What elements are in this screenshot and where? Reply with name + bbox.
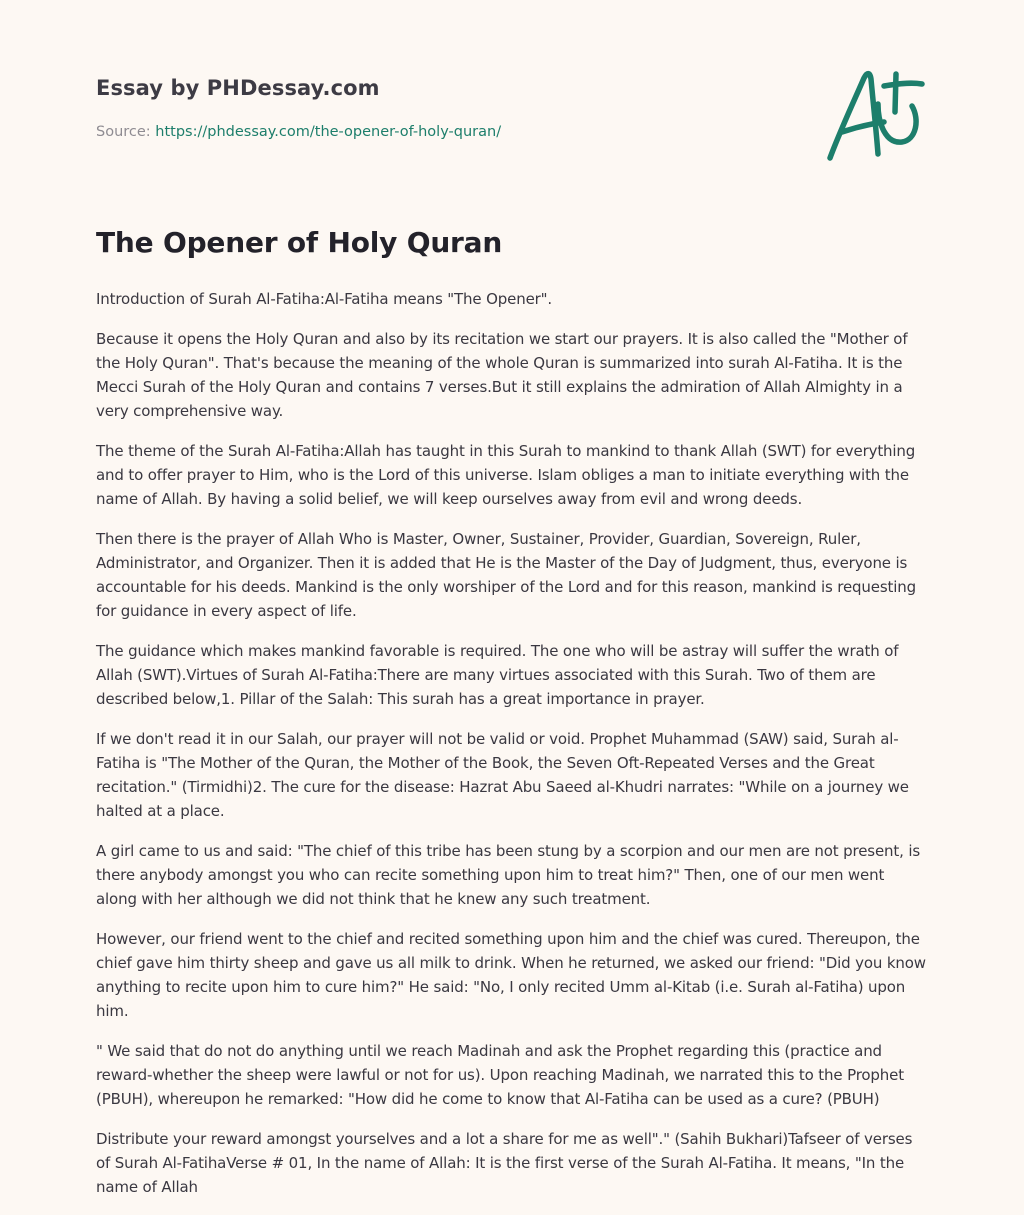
essay-paragraph: However, our friend went to the chief and recited something upon him and the chief was cured. Thereupon, the chief gave him thirty sheep and gave us all milk to drink. When he returned, we asked our friend: "Did you know anything to recite upon him to cure him?" He said: "No, I only recited Umm al-Kitab (i.e. Surah al-Fatiha) upon him. bbox=[96, 930, 926, 1020]
source-link[interactable]: https://phdessay.com/the-opener-of-holy-quran/ bbox=[155, 124, 502, 140]
source-line bbox=[96, 124, 501, 140]
source-label: Source: bbox=[96, 124, 151, 140]
essay-paragraph: Distribute your reward amongst yourselves and a lot a share for me as well"." (Sahih Bukhari)Tafseer of verses of Surah Al-FatihaVerse # 01, In the name of Allah: It is the first verse of the Surah Al-Fatiha. It means, "In the name of Allah bbox=[96, 1130, 913, 1196]
essay-paragraph: Then there is the prayer of Allah Who is Master, Owner, Sustainer, Provider, Guardian, Sovereign, Ruler, Administrator, and Organizer. Then it is added that He is the Master of the Day of Judgment, thus, everyone is accountable for his deeds. Mankind is the only worshiper of the Lord and for this reason, mankind is requesting for guidance in every aspect of life. bbox=[96, 530, 917, 620]
essay-paragraph: If we don't read it in our Salah, our prayer will not be valid or void. Prophet Muhammad (SAW) said, Surah al-Fatiha is "The Mother of the Quran, the Mother of the Book, the Seven Oft-Repeated Verses and the Great recitation." (Tirmidhi)2. The cure for the disease: Hazrat Abu Saeed al-Khudri narrates: "While on a journey we halted at a place. bbox=[96, 730, 909, 820]
page-header bbox=[96, 76, 936, 140]
a-plus-logo-icon bbox=[820, 66, 930, 166]
essay-paragraph: " We said that do not do anything until we reach Madinah and ask the Prophet regarding this (practice and reward-whether the sheep were lawful or not for us). Upon reaching Madinah, we narrated this to the Prophet (PBUH), whereupon he remarked: "How did he come to know that Al-Fatiha can be used as a cure? (PBUH) bbox=[96, 1042, 904, 1108]
essay-paragraph: Because it opens the Holy Quran and also by its recitation we start our prayers. It is also called the "Mother of the Holy Quran". That's because the meaning of the whole Quran is summarized into surah Al-Fatiha. It is the Mecci Surah of the Holy Quran and contains 7 verses.But it still explains the admiration of Allah Almighty in a very comprehensive way. bbox=[96, 330, 908, 420]
essay-paragraph: The theme of the Surah Al-Fatiha:Allah has taught in this Surah to mankind to thank Allah (SWT) for everything and to offer prayer to Him, who is the Lord of this universe. Islam obliges a man to initiate everything with the name of Allah. By having a solid belief, we will keep ourselves away from evil and wrong deeds. bbox=[96, 442, 916, 508]
essay-body bbox=[96, 287, 928, 1215]
site-name: Essay by PHDessay.com bbox=[96, 76, 380, 100]
essay-title: The Opener of Holy Quran bbox=[96, 226, 503, 259]
essay-paragraph: Introduction of Surah Al-Fatiha:Al-Fatiha means "The Opener". bbox=[96, 290, 553, 308]
essay-paragraph: The guidance which makes mankind favorable is required. The one who will be astray will suffer the wrath of Allah (SWT).Virtues of Surah Al-Fatiha:There are many virtues associated with this Surah. Two of them are described below,1. Pillar of the Salah: This surah has a great importance in prayer. bbox=[96, 642, 899, 708]
essay-paragraph: A girl came to us and said: "The chief of this tribe has been stung by a scorpion and our men are not present, is there anybody amongst you who can recite something upon him to treat him?" Then, one of our men went along with her although we did not think that he knew any such treatment. bbox=[96, 842, 921, 908]
